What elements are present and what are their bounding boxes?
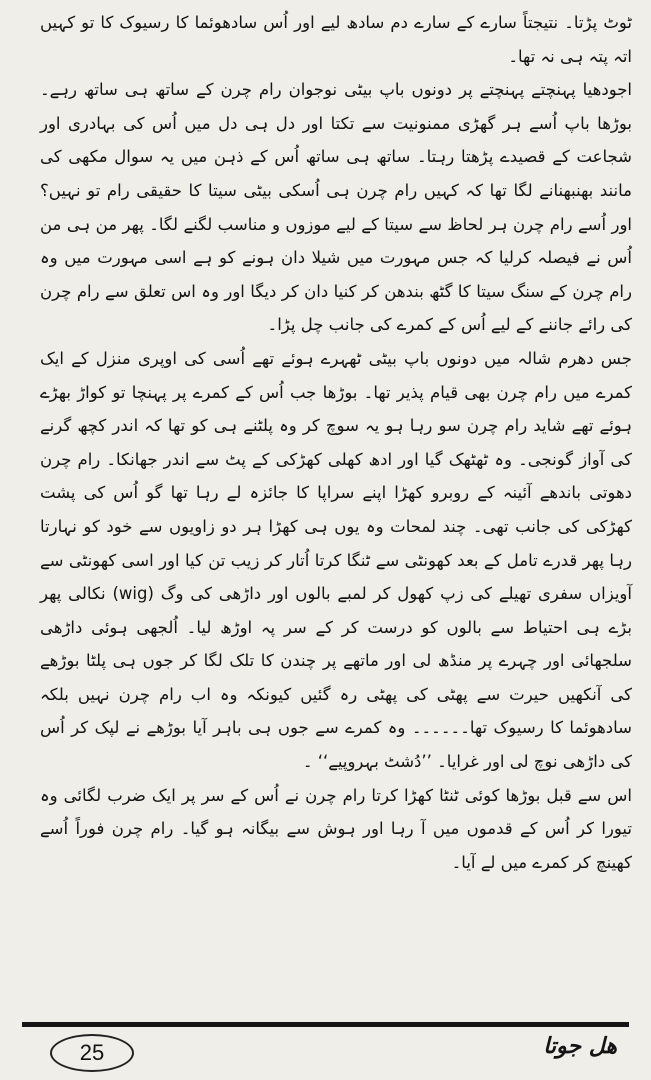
paragraph: جس دھرم شالہ میں دونوں باپ بیٹی ٹھہرے ہوئے تھے اُسی کی اوپری منزل کے ایک کمرے میں رام چرن بھی قیام پذیر تھا۔ بوڑھا جب اُس کے کمرے پر پہنچا تو کواڑ بھڑے ہوئے تھے شاید رام چرن سو رہا ہو یہ سوچ کر وہ پلٹنے ہی کو تھا کہ اندر کچھ گرنے کی آواز گونجی۔ وہ ٹھٹھک گیا اور ادھ کھلی کھڑکی کے پٹ سے اندر جھانکا۔ رام چرن دھوتی باندھے آئینہ کے روبرو کھڑا اپنے سراپا کا جائزہ لے رہا تھا گو اُس کی پشت کھڑکی کی جانب تھی۔ چند لمحات وہ یوں ہی کھڑا ہر دو زاویوں سے خود کو نہارتا رہا پھر قدرے تامل کے بعد کھونٹی سے ٹنگا کرتا اُتار کر زیب تن کیا اور اسی کھونٹی سے آویزاں سفری تھیلے کی زپ کھول کر لمبے بالوں اور داڑھی کی وگ (wig) نکالی پھر بڑے ہی احتیاط سے بالوں کو درست کر کے سر پہ اوڑھ لیا۔ اُلجھی ہوئی داڑھی سلجھائی اور چہرے پر منڈھ لی اور ماتھے پر چندن کا تلک لگا کر جوں ہی پلٹا بوڑھے کی آنکھیں حیرت سے پھٹی کی پھٹی رہ گئیں کیونکہ وہ اب رام چرن نہیں بلکہ سادھوئما کا رسیوک تھا۔۔۔۔۔۔ وہ کمرے سے جوں ہی باہر آیا بوڑھے نے لپک کر اُس کی داڑھی نوچ لی اور غرایا۔ ’’دُشٹ بہروپیے‘‘ ۔ xyxy=(40,348,632,772)
book-title: ھل جوتا xyxy=(543,1034,617,1059)
paragraph: اجودھیا پہنچتے پہنچتے پر دونوں باپ بیٹی نوجوان رام چرن کے ساتھ ہی ساتھ رہے۔ بوڑھا باپ اُسے ہر گھڑی ممنونیت سے تکتا اور دل ہی دل میں اُس کی بہادری اور شجاعت کے قصیدے پڑھتا رہتا۔ ساتھ ہی ساتھ اُس کے ذہن میں یہ سوال مکھی کی مانند بھنبھنانے لگا تھا کہ کہیں رام چرن ہی اُسکی بیٹی سیتا کا حقیقی رام تو نہیں؟ اور اُسے رام چرن ہر لحاظ سے سیتا کے لیے موزوں و مناسب لگنے لگا۔ پھر من ہی من اُس نے فیصلہ کرلیا کہ جس مہورت میں شیلا دان ہونے کو ہے اسی مہورت میں وہ رام چرن کے سنگ سیتا کا گٹھ بندھن کر کنیا دان کر دیگا اور وہ اس تعلق سے رام چرن کی رائے جاننے کے لیے اُس کے کمرے کی جانب چل پڑا۔ xyxy=(40,80,632,335)
footer-divider xyxy=(22,1022,629,1027)
page-number: 25 xyxy=(50,1034,134,1072)
paragraph: اس سے قبل بوڑھا کوئی ٹنٹا کھڑا کرتا رام چرن نے اُس کے سر پر ایک ضرب لگائی وہ تیورا کر اُس کے قدموں میں آ رہا اور ہوش سے بیگانہ ہو گیا۔ رام چرن فوراً اُسے کھینچ کر کمرے میں لے آیا۔ xyxy=(40,785,632,872)
body-text xyxy=(40,6,632,879)
paragraph: ٹوٹ پڑتا۔ نتیجتاً سارے کے سارے دم سادھ لیے اور اُس سادھوئما کا رسیوک کا تو کہیں اتہ پتہ ہی نہ تھا۔ xyxy=(40,13,632,66)
